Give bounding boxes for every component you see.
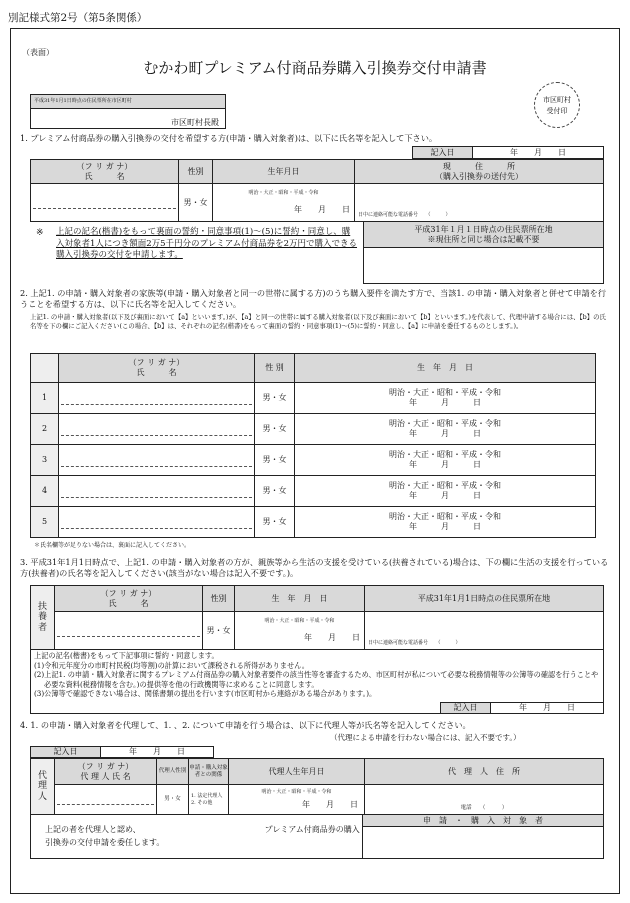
dob-header: 生 年 月 日 bbox=[295, 354, 596, 383]
section-4-text: 4. 1. の申請・購入対象者を代理して、1. 、2. について申請を行う場合は、以下に代理人等が氏名等を記入してください。 bbox=[20, 720, 471, 730]
s4-agent-table bbox=[30, 758, 604, 815]
dob-field[interactable]: 明治・大正・昭和・平成・令和 年 月 日 bbox=[295, 383, 596, 414]
sex-header: 代理人性別 bbox=[157, 759, 189, 785]
address-header: 代 理 人 住 所 bbox=[365, 759, 604, 785]
consent-line: 上記の記名(楷書)をもって下記事項に誓約・同意します。 bbox=[34, 651, 219, 660]
dob-field[interactable]: 明治・大正・昭和・平成・令和 年 月 日 bbox=[213, 184, 355, 222]
stamp-label: 受付印 bbox=[546, 106, 568, 115]
furigana-header: （フ リ ガ ナ） 氏 名 bbox=[31, 160, 179, 184]
supporter-label: 扶養者 bbox=[31, 586, 55, 650]
side-label: （表面） bbox=[22, 48, 54, 57]
sex-field[interactable]: 男・女 bbox=[157, 785, 189, 815]
name-field[interactable] bbox=[59, 414, 255, 445]
row-number: 5 bbox=[31, 507, 59, 538]
sex-header: 性別 bbox=[179, 160, 213, 184]
name-field[interactable] bbox=[59, 507, 255, 538]
s4-delegation-table bbox=[30, 814, 604, 859]
address-field[interactable]: 電話 （ ） bbox=[365, 785, 604, 815]
sex-field[interactable]: 男・女 bbox=[255, 476, 295, 507]
residence-field[interactable]: 日中に連絡可能な電話番号 （ ） bbox=[365, 612, 604, 650]
furigana-header: （フ リ ガ ナ） 代 理 人 氏 名 bbox=[55, 759, 157, 785]
sex-field[interactable]: 男・女 bbox=[255, 383, 295, 414]
dob-header: 生年月日 bbox=[213, 160, 355, 184]
consent-line: (2)上記1. の申請・購入対象者に関するプレミアム付商品券の購入対象者要件の該当性等を審査するため、市区町村が私について必要な税務情報等の公簿等の確認を行うことや必要な資料(税務情報を含む。)の提供等を他の行政機関等に求めることに同意します。 bbox=[34, 670, 599, 689]
residence-field[interactable] bbox=[364, 248, 604, 284]
row-number: 4 bbox=[31, 476, 59, 507]
row-number-header bbox=[31, 354, 59, 383]
date-field[interactable]: 年 月 日 bbox=[491, 703, 604, 714]
section-2-subtext: 上記1. の申請・購入対象者(以下及び裏面において【a】といいます。)が、【a】と同一の世帯に属する購入対象者(以下及び裏面において【b】といいます。)を代表して、代理申請する場合には、【b】の氏名等を下の欄にご記入ください(この場合、【b】は、それぞれの記名(楷書)をもって裏面の誓約・同意事項(1)～(5)に誓約・同意し、【a】に申請を委任するものとします。)。 bbox=[30, 313, 606, 330]
applicant-header: 申 請 ・ 購 入 対 象 者 bbox=[363, 815, 604, 827]
s3-supporter-table bbox=[30, 585, 604, 650]
date-field[interactable]: 年 月 日 bbox=[473, 147, 604, 159]
form-number: 別記様式第2号（第5条関係） bbox=[8, 12, 148, 24]
name-field[interactable] bbox=[31, 184, 179, 222]
date-label: 記入日 bbox=[413, 147, 473, 159]
delegation-text: 上記の者を代理人と認め、 プレミアム付商品券の購入引換券の交付申請を委任します。 bbox=[31, 815, 363, 859]
dob-header: 代理人生年月日 bbox=[229, 759, 365, 785]
section-1-text: 1. プレミアム付商品券の購入引換券の交付を希望する方(申請・購入対象者)は、以下に氏名等を記入して下さい。 bbox=[20, 133, 438, 143]
address-field[interactable]: 日中に連絡可能な電話番号 （ ） bbox=[355, 184, 604, 222]
sex-header: 性 別 bbox=[255, 354, 295, 383]
stamp-label: 市区町村 bbox=[543, 96, 571, 104]
date-field[interactable]: 年 月 日 bbox=[101, 747, 214, 758]
addressee-box bbox=[30, 94, 226, 129]
consent-line: (1)令和元年度分の市町村民税(均等割)の計算において課税される所得がありません。 bbox=[34, 660, 309, 670]
name-field[interactable] bbox=[55, 785, 157, 815]
consent-note: 上記の記名(楷書)をもって裏面の誓約・同意事項(1)～(5)に誓約・同意し、購入対象者1人につき額面2万5千円分のプレミアム付商品券を2万円で購入できる購入引換券の交付を申請します。 bbox=[56, 227, 358, 261]
section-4-subtext: （代理による申請を行わない場合には、記入不要です。） bbox=[330, 733, 521, 742]
s1-applicant-table bbox=[30, 159, 604, 222]
reception-stamp bbox=[534, 82, 580, 128]
s3-date-box bbox=[440, 702, 604, 714]
sex-field[interactable]: 男・女 bbox=[255, 414, 295, 445]
s1-date-box bbox=[412, 146, 604, 159]
dob-field[interactable]: 明治・大正・昭和・平成・令和 年 月 日 bbox=[235, 612, 365, 650]
furigana-header: （フ リ ガ ナ） 氏 名 bbox=[59, 354, 255, 383]
residence-header: 平成31年１月１日時点の住民票所在地 ※現住所と同じ場合は記載不要 bbox=[364, 222, 604, 248]
consent-line: (3)公簿等で確認できない場合は、関係書類の提出を行います(市区町村から連絡がある場合があります。)。 bbox=[34, 689, 377, 698]
date-label: 記入日 bbox=[31, 747, 101, 758]
sex-field[interactable]: 男・女 bbox=[255, 445, 295, 476]
name-field[interactable] bbox=[59, 445, 255, 476]
dob-field[interactable]: 明治・大正・昭和・平成・令和 年 月 日 bbox=[295, 445, 596, 476]
dob-field[interactable]: 明治・大正・昭和・平成・令和 年 月 日 bbox=[295, 507, 596, 538]
dob-field[interactable]: 明治・大正・昭和・平成・令和 年 月 日 bbox=[229, 785, 365, 815]
sex-header: 性別 bbox=[203, 586, 235, 612]
name-field[interactable] bbox=[59, 383, 255, 414]
mayor-addressee: 市区町村長殿 bbox=[31, 109, 226, 129]
s2-family-table bbox=[30, 353, 596, 538]
sex-field[interactable]: 男・女 bbox=[203, 612, 235, 650]
s4-date-box bbox=[30, 746, 214, 758]
date-label: 記入日 bbox=[441, 703, 491, 714]
name-field[interactable] bbox=[55, 612, 203, 650]
residence-header: 平成31年1月1日時点の住民票所在地 bbox=[365, 586, 604, 612]
applicant-field[interactable] bbox=[363, 827, 604, 859]
dob-field[interactable]: 明治・大正・昭和・平成・令和 年 月 日 bbox=[295, 414, 596, 445]
sex-field[interactable]: 男・女 bbox=[255, 507, 295, 538]
note-mark: ※ bbox=[36, 228, 44, 238]
furigana-header: （フ リ ガ ナ） 氏 名 bbox=[55, 586, 203, 612]
page-title: むかわ町プレミアム付商品券購入引換券交付申請書 bbox=[143, 59, 487, 77]
name-field[interactable] bbox=[59, 476, 255, 507]
relation-field[interactable]: 1. 法定代理人 2. その他 bbox=[189, 785, 229, 815]
row-number: 2 bbox=[31, 414, 59, 445]
relation-header: 申請・購入対象者との関係 bbox=[189, 759, 229, 785]
dob-field[interactable]: 明治・大正・昭和・平成・令和 年 月 日 bbox=[295, 476, 596, 507]
address-header: 現 住 所 （購入引換券の送付先） bbox=[355, 160, 604, 184]
row-number: 3 bbox=[31, 445, 59, 476]
row-number: 1 bbox=[31, 383, 59, 414]
footnote: ＊氏名欄等が足りない場合は、裏面に記入してください。 bbox=[34, 542, 191, 549]
addressee-label: 平成31年1月1日時点の住民票所在市区町村 bbox=[31, 95, 226, 109]
s1-residence-box bbox=[363, 221, 604, 284]
dob-header: 生 年 月 日 bbox=[235, 586, 365, 612]
section-2-text: 2. 上記1. の申請・購入対象者の家族等(申請・購入対象者と同一の世帯に属する方)のうち購入要件を満たす方で、当該1. の申請・購入対象者と併せて申請を行うことを希望する方は、以下に氏名等を記入してください。 bbox=[20, 288, 607, 309]
section-3-text: 3. 平成31年1月1日時点で、上記1. の申請・購入対象者の方が、親族等から生活の支援を受けている(扶養されている)場合は、下の欄に生活の支援を行っている方(扶養者)の氏名等を記入してください(該当がない場合は記入不要です。)。 bbox=[20, 557, 609, 578]
agent-label: 代理人 bbox=[31, 759, 55, 815]
sex-field[interactable]: 男・女 bbox=[179, 184, 213, 222]
